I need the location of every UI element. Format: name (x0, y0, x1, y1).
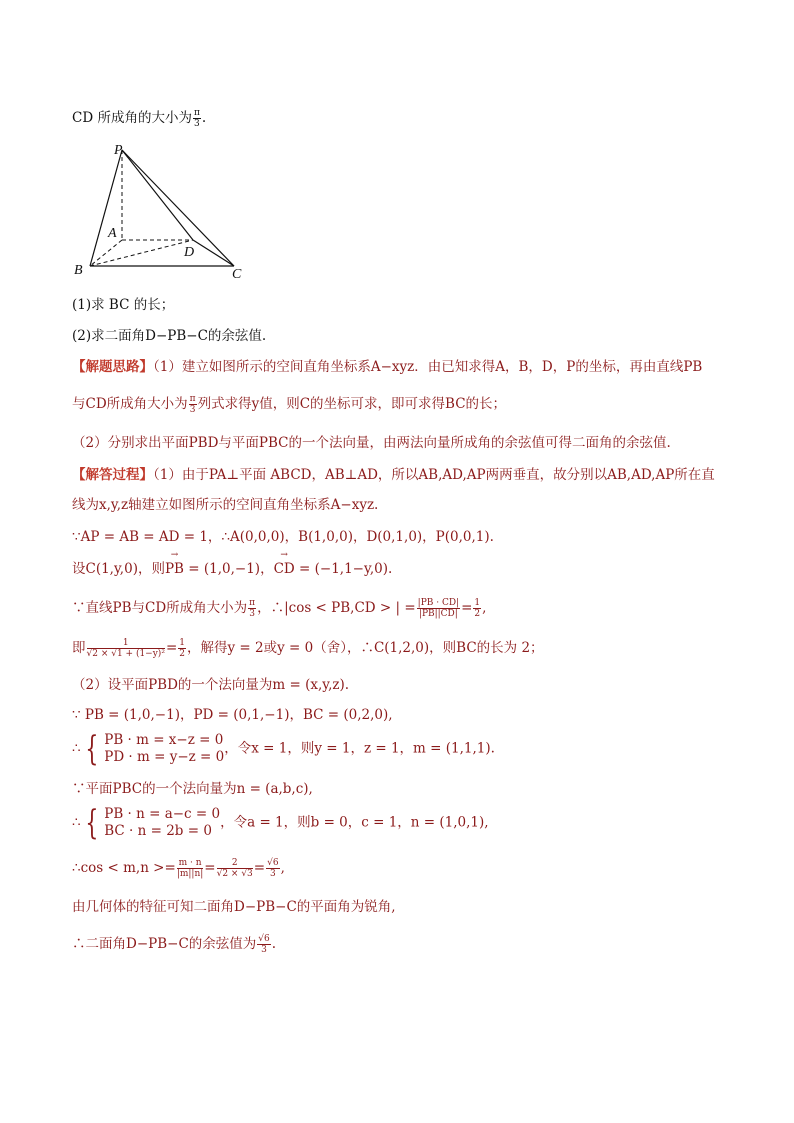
label-a: A (108, 226, 117, 241)
solution-line-6: 即 $\frac{1}{\text{√2 × √1 + (1−y)²}}$ = $\frac{1}{2}$ ，解得y = 2或y = 0（舍），∴C(1,2,0)，则BC的长为 2； (72, 638, 544, 659)
solution-line-14: ∴二面角D−PB−C的余弦值为 $\frac{√6}{3}$ . (72, 934, 277, 955)
solution-tag: 【解答过程】 (72, 467, 153, 483)
pyramid-figure (70, 136, 260, 282)
idea-line-3: （2）分别求出平面PBD与平面PBC的一个法向量，由两法向量所成角的余弦值可得二面角的余弦值. (72, 435, 671, 451)
label-b: B (74, 263, 83, 278)
idea-tag: 【解题思路】 (72, 359, 153, 375)
solution-system-2: ∴ { PB · n = a−c = 0 BC · n = 2b = 0 ，令a = 1，则b = 0，c = 1，n = (1,0,1), (72, 803, 489, 843)
label-d: D (184, 245, 195, 260)
solution-line-7: （2）设平面PBD的一个法向量为m = (x,y,z). (72, 677, 350, 693)
solution-line-8: ∵ PB = (1,0,−1)，PD = (0,1,−1)，BC = (0,2,0), (72, 707, 393, 723)
solution-line-1: 【解答过程】（1）由于PA⊥平面 ABCD，AB⊥AD，所以AB,AD,AP两两垂直，故分别以AB,AD,AP所在直 (72, 467, 715, 483)
solution-line-2: 线为x,y,z轴建立如图所示的空间直角坐标系A−xyz. (72, 497, 379, 513)
solution-line-13: 由几何体的特征可知二面角D−PB−C的平面角为锐角, (72, 899, 396, 915)
solution-system-1: ∴ { PB · m = x−z = 0 PD · m = y−z = 0 ，令x = 1，则y = 1，z = 1，m = (1,1,1). (72, 729, 495, 769)
question-2: (2)求二面角D−PB−C的余弦值. (72, 328, 267, 344)
question-1: (1)求 BC 的长； (72, 297, 175, 313)
label-c: C (232, 267, 242, 282)
idea-line-2: 与CD所成角大小为 $\frac{\pi}{3}$ 列式求得y值，则C的坐标可求，即可求得BC的长； (72, 394, 507, 415)
solution-line-10: ∵平面PBC的一个法向量为n = (a,b,c), (72, 781, 313, 797)
solution-line-4: 设C(1,y,0)，则→ PB = (1,0,−1)，→ CD = (−1,1−y,0). (72, 560, 392, 578)
pyramid-diagram (70, 136, 260, 282)
solution-line-3: ∵AP = AB = AD = 1，∴A(0,0,0)，B(1,0,0)，D(0,1,0)，P(0,0,1). (72, 529, 494, 545)
solution-line-12: ∴cos < m,n >= $\frac{m \cdot n}{|m||n|}$ = $\frac{2}{√2 \times √3}$ = $\frac{√6}{3}$ , (72, 858, 285, 879)
idea-line-1: 【解题思路】（1）建立如图所示的空间直角坐标系A−xyz．由已知求得A，B，D，P的坐标，再由直线PB (72, 359, 703, 375)
intro-line: CD 所成角的大小为 $\frac{\pi}{3}$ . (72, 108, 207, 129)
solution-line-5: ∵直线PB与CD所成角大小为 $\frac{\pi}{3}$ ，∴|cos < PB,CD > | = $\frac{|PB \cdot CD|}{|PB||CD|}$ = $\frac{1}{2}$ , (72, 598, 487, 619)
label-p: P (114, 143, 123, 158)
intro-text: CD 所成角的大小为 (72, 110, 192, 126)
angle-fraction: $\frac{\pi}{3}$ (193, 108, 200, 129)
